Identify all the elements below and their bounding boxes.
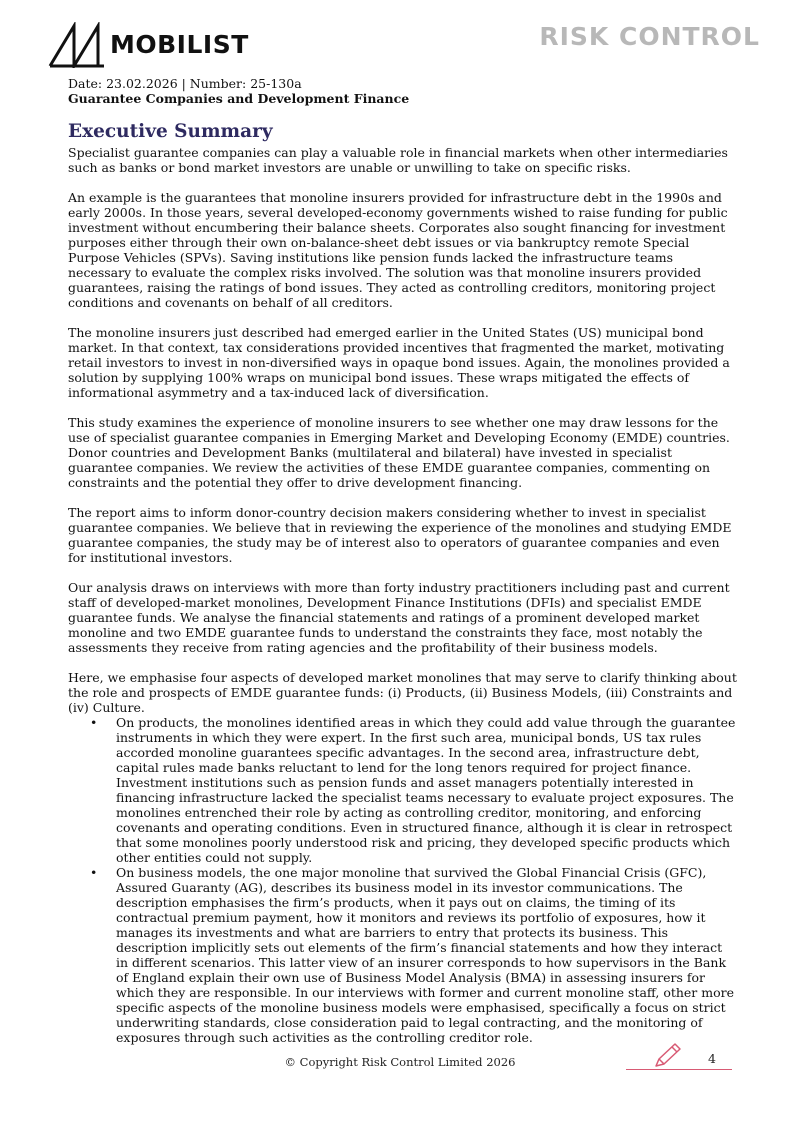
mobilist-logo-mark-icon bbox=[48, 22, 106, 68]
footer-rule bbox=[626, 1069, 732, 1070]
list-item bbox=[68, 715, 738, 865]
paragraph: Our analysis draws on interviews with more than forty industry practitioners including past and current staff of developed-market monolines, Development Finance Institutions (DFIs) and specialist EMDE guarantee funds. We analyse the financial statements and ratings of a prominent developed market monoline and two EMDE guarantee funds to understand the constraints they face, most notably the assessments they receive from rating agencies and the profitability of their business models. bbox=[68, 580, 730, 655]
paragraph: Specialist guarantee companies can play a valuable role in financial markets when other intermediaries such as banks or bond market investors are unable or unwilling to take on specific risks. bbox=[68, 145, 728, 175]
document-meta: Date: 23.02.2026 | Number: 25-130a bbox=[68, 76, 302, 91]
list-item bbox=[68, 865, 738, 1045]
pen-icon bbox=[650, 1042, 684, 1068]
page-number: 4 bbox=[708, 1051, 716, 1066]
bullet-list bbox=[68, 715, 738, 1045]
section-heading: Executive Summary bbox=[68, 121, 273, 142]
paragraph: This study examines the experience of monoline insurers to see whether one may draw lessons for the use of specialist guarantee companies in Emerging Market and Developing Economy (EMDE) countries. Donor countries and Development Banks (multilateral and bilateral) have invested in specialist guarantee companies. We review the activities of these EMDE guarantee companies, commenting on constraints and the potential they offer to drive development financing. bbox=[68, 415, 730, 490]
footer-copyright: © Copyright Risk Control Limited 2026 bbox=[284, 1055, 516, 1069]
list-item-text: On business models, the one major monoline that survived the Global Financial Crisis (GFC), Assured Guaranty (AG), describes its business model in its investor communications. The description emphasises the firm’s products, when it pays out on claims, the timing of its contractual premium payment, how it monitors and reviews its portfolio of exposures, how it manages its investments and what are barriers to entry that protects its business. This description implicitly sets out elements of the firm’s financial statements and how they interact in different scenarios. This latter view of an insurer corresponds to how supervisors in the Bank of England explain their own use of Business Model Analysis (BMA) in assessing insurers for which they are responsible. In our interviews with former and current monoline staff, other more specific aspects of the monoline business models were emphasised, specifically a focus on strict underwriting standards, close consideration paid to legal contracting, and the monitoring of exposures through such activities as the controlling creditor role. bbox=[116, 865, 735, 1045]
paragraph: Here, we emphasise four aspects of developed market monolines that may serve to clarify thinking about the role and prospects of EMDE guarantee funds: (i) Products, (ii) Business Models, (iii) Constraints and (iv) Culture. bbox=[68, 670, 737, 715]
logo-text: MOBILIST bbox=[110, 30, 249, 59]
paragraph: An example is the guarantees that monoline insurers provided for infrastructure debt in the 1990s and early 2000s. In those years, several developed-economy governments wished to raise funding for public investment without encumbering their balance sheets. Corporates also sought financing for investment purposes either through their own on-balance-sheet debt issues or via bankruptcy remote Special Purpose Vehicles (SPVs). Saving institutions like pension funds lacked the infrastructure teams necessary to evaluate the complex risks involved. The solution was that monoline insurers provided guarantees, raising the ratings of bond issues. They acted as controlling creditors, monitoring project conditions and covenants on behalf of all creditors. bbox=[68, 190, 728, 310]
bullet-icon: • bbox=[90, 715, 98, 730]
paragraph: The report aims to inform donor-country decision makers considering whether to invest in specialist guarantee companies. We believe that in reviewing the experience of the monolines and studying EMDE guarantee companies, the study may be of interest also to operators of guarantee companies and even for institutional investors. bbox=[68, 505, 732, 565]
bullet-icon: • bbox=[90, 865, 98, 880]
main-content bbox=[68, 120, 738, 1045]
risk-control-brand: RISK CONTROL bbox=[539, 22, 760, 51]
list-item-text: On products, the monolines identified areas in which they could add value through the guarantee instruments in which they were expert. In the first such area, municipal bonds, US tax rules accorded monoline guarantees specific advantages. In the second area, infrastructure debt, capital rules made banks reluctant to lend for the long tenors required for project finance. Investment institutions such as pension funds and asset managers potentially interested in financing infrastructure lacked the specialist teams necessary to evaluate project exposures. The monolines entrenched their role by acting as controlling creditor, monitoring, and enforcing covenants and operating conditions. Even in structured finance, although it is clear in retrospect that some monolines poorly understood risk and pricing, they developed specific products which other entities could not supply. bbox=[116, 715, 736, 865]
document-title: Guarantee Companies and Development Finance bbox=[68, 91, 410, 106]
mobilist-logo bbox=[48, 22, 248, 70]
paragraph: The monoline insurers just described had emerged earlier in the United States (US) municipal bond market. In that context, tax considerations provided incentives that fragmented the market, motivating retail investors to invest in non-diversified ways in opaque bond issues. Again, the monolines provided a solution by supplying 100% wraps on municipal bond issues. These wraps mitigated the effects of informational asymmetry and a tax-induced lack of diversification. bbox=[68, 325, 730, 400]
